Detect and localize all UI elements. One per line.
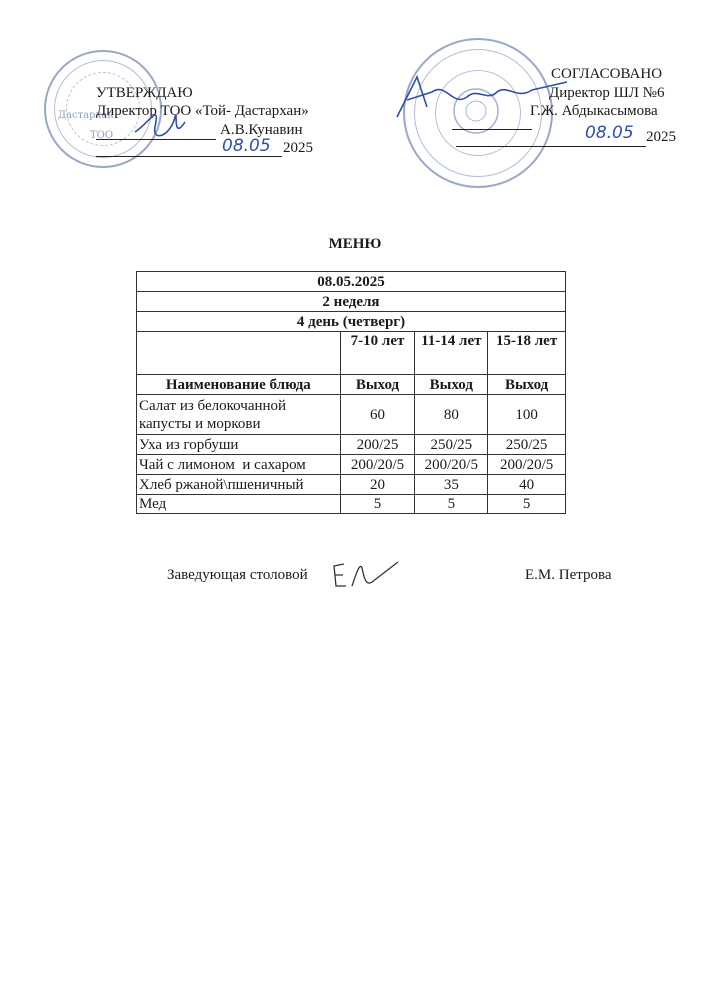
output-header: Выход xyxy=(415,375,488,395)
dish-output: 35 xyxy=(415,475,488,495)
approve-date-handwritten: 08.05 xyxy=(222,136,271,156)
dish-output: 200/20/5 xyxy=(488,455,566,475)
age-group-header: 15-18 лет xyxy=(488,332,566,375)
menu-week: 2 неделя xyxy=(137,292,566,312)
dish-output: 5 xyxy=(488,495,566,514)
dish-output: 80 xyxy=(415,395,488,435)
date-line xyxy=(456,146,646,147)
dish-name: Салат из белокочанной капусты и моркови xyxy=(137,395,341,435)
menu-date: 08.05.2025 xyxy=(137,272,566,292)
output-header: Выход xyxy=(488,375,566,395)
agree-signature xyxy=(392,62,572,142)
dish-output: 200/20/5 xyxy=(340,455,415,475)
dish-name: Хлеб ржаной\пшеничный xyxy=(137,475,341,495)
footer-signature xyxy=(330,556,410,592)
dish-output: 200/20/5 xyxy=(415,455,488,475)
approve-name: А.В.Кунавин xyxy=(220,122,303,138)
stamp-text: Дастархан xyxy=(58,110,114,121)
approve-year: 2025 xyxy=(283,140,313,156)
dish-output: 250/25 xyxy=(415,435,488,455)
agree-year: 2025 xyxy=(646,129,676,145)
stamp-subtext: ТОО xyxy=(90,130,114,141)
dish-output: 5 xyxy=(340,495,415,514)
age-group-header: 7-10 лет xyxy=(340,332,415,375)
agree-heading: СОГЛАСОВАНО xyxy=(551,66,663,82)
approve-position: Директор ТОО «Той- Дастархан» xyxy=(96,103,309,119)
table-row xyxy=(137,395,566,435)
agree-date-handwritten: 08.05 xyxy=(585,123,634,143)
agree-position: Директор ШЛ №6 xyxy=(549,85,665,101)
dish-name: Мед xyxy=(137,495,341,514)
table-row xyxy=(137,435,566,455)
date-line xyxy=(96,156,282,157)
page-title: МЕНЮ xyxy=(328,236,382,252)
footer-role: Заведующая столовой xyxy=(167,567,308,583)
dish-output: 200/25 xyxy=(340,435,415,455)
dish-name: Уха из горбуши xyxy=(137,435,341,455)
menu-day: 4 день (четверг) xyxy=(137,312,566,332)
table-row xyxy=(137,455,566,475)
dish-header: Наименование блюда xyxy=(137,375,341,395)
footer-name: Е.М. Петрова xyxy=(525,567,612,583)
approve-signature xyxy=(130,92,190,152)
table-row xyxy=(137,495,566,514)
menu-table xyxy=(136,271,566,514)
dish-name: Чай с лимоном и сахаром xyxy=(137,455,341,475)
empty-header-cell xyxy=(137,332,341,375)
age-group-header: 11-14 лет xyxy=(415,332,488,375)
table-row xyxy=(137,475,566,495)
dish-output: 40 xyxy=(488,475,566,495)
dish-output: 5 xyxy=(415,495,488,514)
agree-name: Г.Ж. Абдыкасымова xyxy=(530,103,658,119)
approve-heading: УТВЕРЖДАЮ xyxy=(96,85,193,101)
dish-output: 100 xyxy=(488,395,566,435)
dish-output: 60 xyxy=(340,395,415,435)
dish-output: 20 xyxy=(340,475,415,495)
output-header: Выход xyxy=(340,375,415,395)
dish-output: 250/25 xyxy=(488,435,566,455)
